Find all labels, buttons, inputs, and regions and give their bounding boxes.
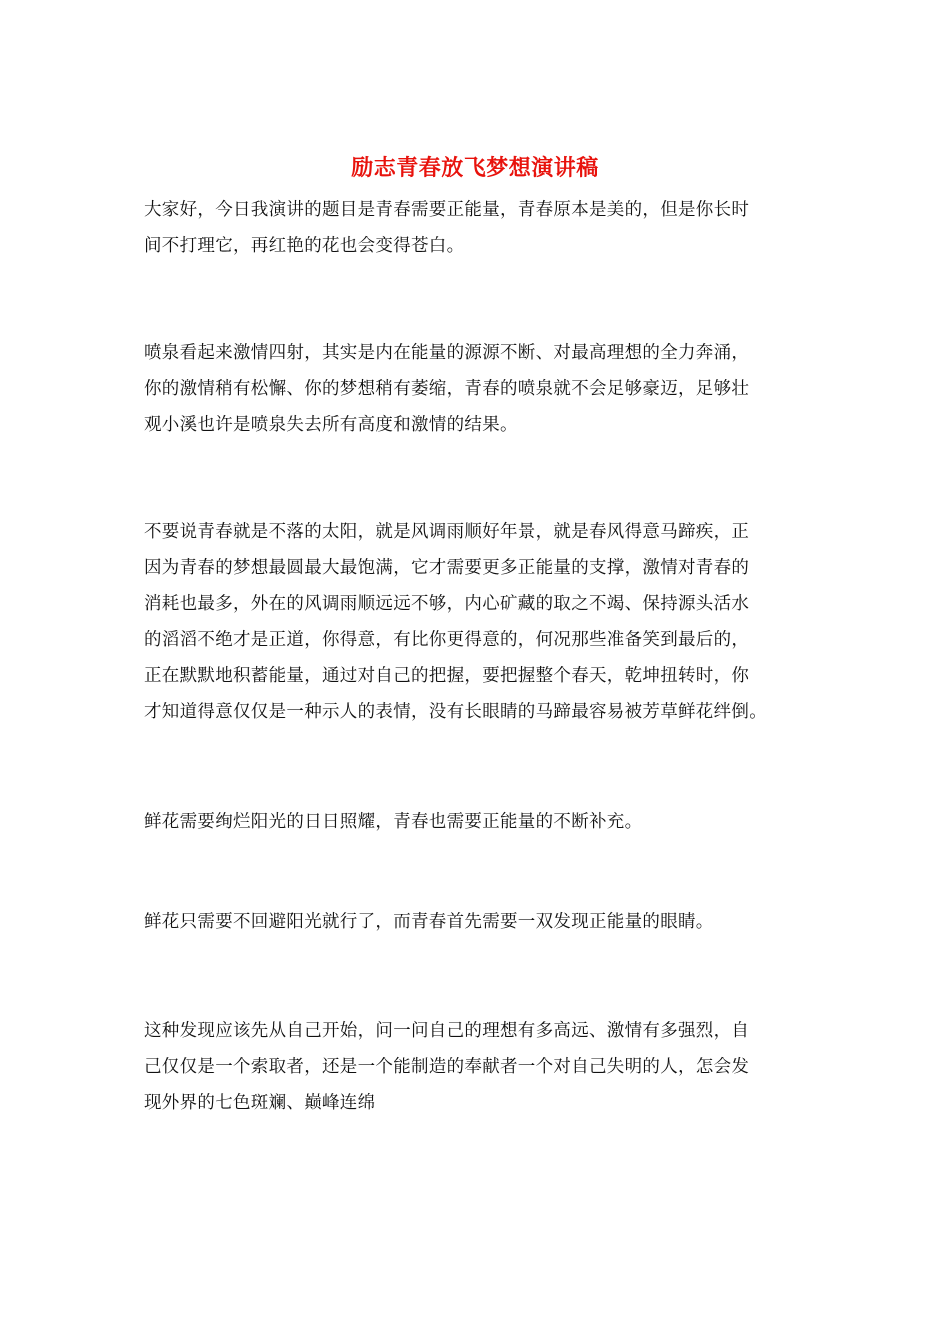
paragraph-line: 间不打理它，再红艳的花也会变得苍白。 [144,236,465,256]
paragraph-line: 消耗也最多，外在的风调雨顺远远不够，内心矿藏的取之不竭、保持源头活水 [144,594,750,614]
document-title: 励志青春放飞梦想演讲稿 [351,155,599,181]
paragraph-line: 正在默默地积蓄能量，通过对自己的把握，要把握整个春天，乾坤扭转时，你 [144,666,750,686]
paragraph-line: 这种发现应该先从自己开始，问一问自己的理想有多高远、激情有多强烈，自 [144,1021,750,1041]
paragraph-line: 才知道得意仅仅是一种示人的表情，没有长眼睛的马蹄最容易被芳草鲜花绊倒。 [144,702,767,722]
paragraph-line: 大家好，今日我演讲的题目是青春需要正能量，青春原本是美的，但是你长时 [144,200,750,220]
paragraph-line: 的滔滔不绝才是正道，你得意，有比你更得意的，何况那些准备笑到最后的， [144,630,750,650]
paragraph-line: 你的激情稍有松懈、你的梦想稍有萎缩，青春的喷泉就不会足够豪迈，足够壮 [144,379,750,399]
paragraph-line: 鲜花需要绚烂阳光的日日照耀，青春也需要正能量的不断补充。 [144,812,643,832]
paragraph-3 [144,514,814,730]
paragraph-line: 喷泉看起来激情四射，其实是内在能量的源源不断、对最高理想的全力奔涌， [144,343,750,363]
paragraph-line: 不要说青春就是不落的太阳，就是风调雨顺好年景，就是春风得意马蹄疾，正 [144,522,750,542]
paragraph-line: 现外界的七色斑斓、巅峰连绵 [144,1093,376,1113]
paragraph-6 [144,1013,814,1121]
paragraph-1 [144,192,814,264]
paragraph-line: 己仅仅是一个索取者，还是一个能制造的奉献者一个对自己失明的人，怎会发 [144,1057,750,1077]
paragraph-line: 鲜花只需要不回避阳光就行了，而青春首先需要一双发现正能量的眼睛。 [144,912,714,932]
paragraph-4 [144,804,814,840]
paragraph-line: 因为青春的梦想最圆最大最饱满，它才需要更多正能量的支撑，激情对青春的 [144,558,750,578]
paragraph-5 [144,904,814,940]
paragraph-line: 观小溪也许是喷泉失去所有高度和激情的结果。 [144,415,518,435]
paragraph-2 [144,335,814,443]
